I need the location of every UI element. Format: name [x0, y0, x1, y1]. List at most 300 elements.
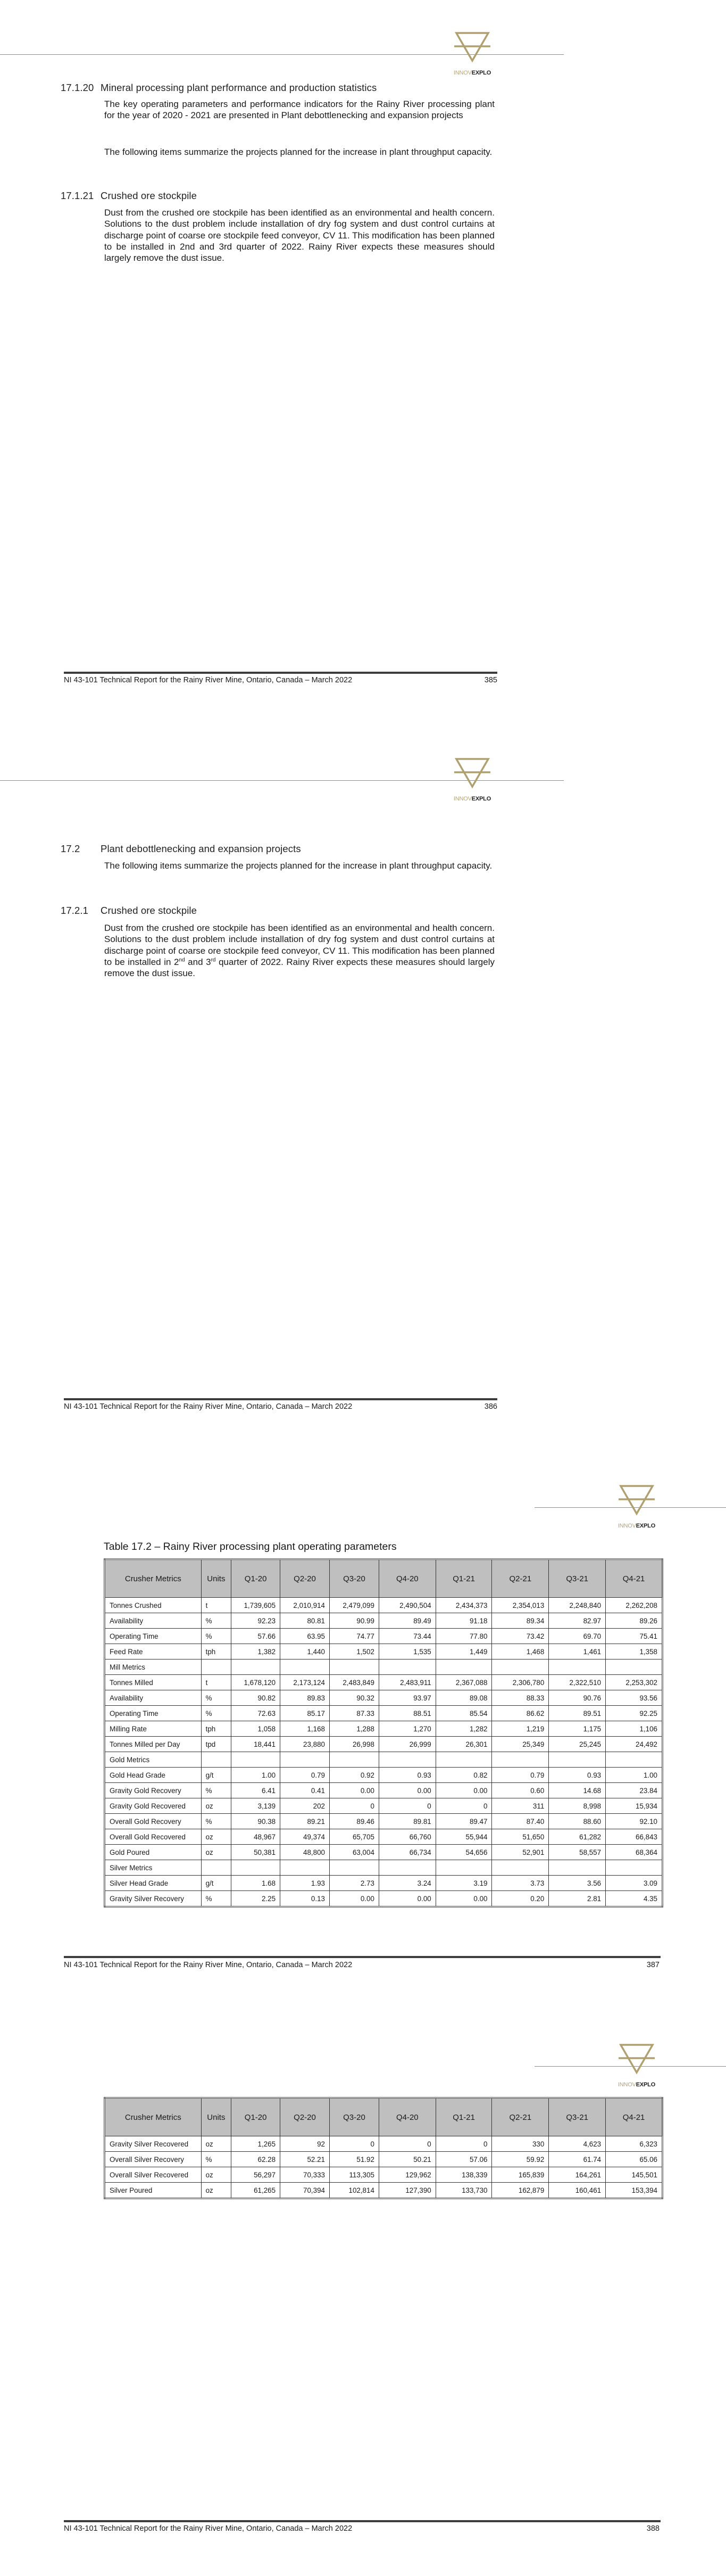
- value-cell: 3,139: [231, 1798, 280, 1814]
- units-cell: %: [201, 1891, 231, 1907]
- units-cell: %: [201, 1783, 231, 1798]
- value-cell: 0.41: [280, 1783, 330, 1798]
- value-cell: 2,479,099: [329, 1598, 379, 1613]
- value-cell: 3.56: [549, 1876, 606, 1891]
- footer-text: NI 43-101 Technical Report for the Rainy River Mine, Ontario, Canada – March 2022: [64, 1961, 353, 1969]
- value-cell: [492, 1659, 549, 1675]
- metric-name-cell: Gold Metrics: [105, 1752, 202, 1768]
- value-cell: 311: [492, 1798, 549, 1814]
- value-cell: 0.13: [280, 1891, 330, 1907]
- value-cell: 2,248,840: [549, 1598, 606, 1613]
- value-cell: 133,730: [436, 2183, 492, 2199]
- footer-rule: [64, 1956, 661, 1958]
- section-heading: [61, 843, 301, 855]
- operating-parameters-table: [104, 1558, 663, 1908]
- units-cell: g/t: [201, 1876, 231, 1891]
- value-cell: 2,173,124: [280, 1675, 330, 1690]
- value-cell: 2,262,208: [606, 1598, 663, 1613]
- value-cell: 6,323: [606, 2136, 663, 2152]
- units-cell: tph: [201, 1721, 231, 1737]
- innovexplo-logo: INNOVEXPLO: [615, 2043, 658, 2085]
- table-row: [105, 1690, 663, 1706]
- metric-name-cell: Tonnes Crushed: [105, 1598, 202, 1613]
- value-cell: 90.32: [329, 1690, 379, 1706]
- table-row: [105, 1706, 663, 1721]
- column-header-quarter: Q2-20: [280, 2098, 330, 2136]
- value-cell: 2,010,914: [280, 1598, 330, 1613]
- value-cell: [329, 1659, 379, 1675]
- value-cell: 1,678,120: [231, 1675, 280, 1690]
- value-cell: [492, 1860, 549, 1876]
- value-cell: 58,557: [549, 1845, 606, 1860]
- innovexplo-logo: INNOVEXPLO: [451, 757, 494, 799]
- value-cell: 1,502: [329, 1644, 379, 1659]
- value-cell: 1,288: [329, 1721, 379, 1737]
- value-cell: 1,265: [231, 2136, 280, 2152]
- column-header-quarter: Q4-20: [379, 1559, 436, 1598]
- value-cell: 26,999: [379, 1737, 436, 1752]
- value-cell: 0.79: [280, 1768, 330, 1783]
- value-cell: 92.10: [606, 1814, 663, 1829]
- value-cell: 1,440: [280, 1644, 330, 1659]
- value-cell: 90.99: [329, 1613, 379, 1629]
- value-cell: 18,441: [231, 1737, 280, 1752]
- metric-name-cell: Overall Gold Recovery: [105, 1814, 202, 1829]
- value-cell: [549, 1659, 606, 1675]
- units-cell: %: [201, 1706, 231, 1721]
- value-cell: [280, 1659, 330, 1675]
- value-cell: 50,381: [231, 1845, 280, 1860]
- metric-name-cell: Overall Silver Recovered: [105, 2167, 202, 2183]
- units-cell: %: [201, 1629, 231, 1644]
- table-row: [105, 1737, 663, 1752]
- column-header-quarter: Q1-21: [436, 2098, 492, 2136]
- section-title: Plant debottlenecking and expansion projects: [101, 843, 301, 854]
- value-cell: 0.92: [329, 1768, 379, 1783]
- value-cell: 0: [379, 1798, 436, 1814]
- value-cell: 0.20: [492, 1891, 549, 1907]
- column-header-quarter: Q4-21: [606, 2098, 663, 2136]
- value-cell: [329, 1752, 379, 1768]
- table-row: [105, 1876, 663, 1891]
- value-cell: 56,297: [231, 2167, 280, 2183]
- column-header-metric: Crusher Metrics: [105, 2098, 202, 2136]
- table-header-row: [105, 2098, 663, 2136]
- table-row: [105, 1829, 663, 1845]
- value-cell: 90.38: [231, 1814, 280, 1829]
- units-cell: oz: [201, 1829, 231, 1845]
- table-row: [105, 1768, 663, 1783]
- value-cell: 25,245: [549, 1737, 606, 1752]
- innovexplo-logo: INNOVEXPLO: [451, 31, 494, 73]
- value-cell: 113,305: [329, 2167, 379, 2183]
- value-cell: 89.83: [280, 1690, 330, 1706]
- table-row: [105, 1613, 663, 1629]
- value-cell: 54,656: [436, 1845, 492, 1860]
- value-cell: 0.60: [492, 1783, 549, 1798]
- column-header-quarter: Q1-20: [231, 1559, 280, 1598]
- value-cell: 8,998: [549, 1798, 606, 1814]
- value-cell: 89.46: [329, 1814, 379, 1829]
- column-header-quarter: Q1-21: [436, 1559, 492, 1598]
- value-cell: 0: [436, 1798, 492, 1814]
- section-number: 17.2.1: [61, 905, 89, 916]
- metric-name-cell: Tonnes Milled: [105, 1675, 202, 1690]
- value-cell: 89.51: [549, 1706, 606, 1721]
- column-header-quarter: Q1-20: [231, 2098, 280, 2136]
- column-header-quarter: Q2-21: [492, 2098, 549, 2136]
- value-cell: 0.93: [549, 1768, 606, 1783]
- value-cell: 85.54: [436, 1706, 492, 1721]
- table-row: [105, 1891, 663, 1907]
- paragraph: Dust from the crushed ore stockpile has been identified as an environmental and health concern. Solutions to the dust problem include installation of dry fog system and dust control curtains at discharge point of coarse ore stockpile feed conveyor, CV 11. This modification has been planned to be installed in 2nd and 3rd quarter of 2022. Rainy River expects these measures should largely remove the dust issue.: [104, 923, 495, 979]
- value-cell: 70,333: [280, 2167, 330, 2183]
- footer-text: NI 43-101 Technical Report for the Rainy River Mine, Ontario, Canada – March 2022: [64, 2524, 353, 2533]
- value-cell: [436, 1860, 492, 1876]
- value-cell: 129,962: [379, 2167, 436, 2183]
- value-cell: 89.08: [436, 1690, 492, 1706]
- value-cell: 2,322,510: [549, 1675, 606, 1690]
- value-cell: 68,364: [606, 1845, 663, 1860]
- value-cell: 1,106: [606, 1721, 663, 1737]
- metric-name-cell: Availability: [105, 1613, 202, 1629]
- units-cell: tph: [201, 1644, 231, 1659]
- value-cell: 1,270: [379, 1721, 436, 1737]
- units-cell: [201, 1752, 231, 1768]
- value-cell: 1,219: [492, 1721, 549, 1737]
- value-cell: 23.84: [606, 1783, 663, 1798]
- table-row: [105, 2136, 663, 2152]
- value-cell: 1,535: [379, 1644, 436, 1659]
- value-cell: 1,175: [549, 1721, 606, 1737]
- value-cell: 75.41: [606, 1629, 663, 1644]
- value-cell: 1.00: [606, 1768, 663, 1783]
- value-cell: 63,004: [329, 1845, 379, 1860]
- value-cell: 1,282: [436, 1721, 492, 1737]
- value-cell: 65,705: [329, 1829, 379, 1845]
- value-cell: 61,282: [549, 1829, 606, 1845]
- metric-name-cell: Operating Time: [105, 1629, 202, 1644]
- value-cell: 0.82: [436, 1768, 492, 1783]
- value-cell: 145,501: [606, 2167, 663, 2183]
- value-cell: 73.44: [379, 1629, 436, 1644]
- column-header-quarter: Q2-21: [492, 1559, 549, 1598]
- value-cell: 0.00: [436, 1891, 492, 1907]
- units-cell: [201, 1860, 231, 1876]
- table-section-row: [105, 1659, 663, 1675]
- section-number: 17.1.20: [61, 82, 94, 93]
- value-cell: 24,492: [606, 1737, 663, 1752]
- value-cell: 4.35: [606, 1891, 663, 1907]
- column-header-metric: Crusher Metrics: [105, 1559, 202, 1598]
- value-cell: 49,374: [280, 1829, 330, 1845]
- units-cell: %: [201, 1690, 231, 1706]
- metric-name-cell: Silver Head Grade: [105, 1876, 202, 1891]
- metric-name-cell: Overall Gold Recovered: [105, 1829, 202, 1845]
- value-cell: 14.68: [549, 1783, 606, 1798]
- value-cell: 2,490,504: [379, 1598, 436, 1613]
- value-cell: 89.21: [280, 1814, 330, 1829]
- value-cell: 55,944: [436, 1829, 492, 1845]
- value-cell: 50.21: [379, 2152, 436, 2167]
- value-cell: 74.77: [329, 1629, 379, 1644]
- value-cell: 73.42: [492, 1629, 549, 1644]
- paragraph: The following items summarize the projects planned for the increase in plant throughput capacity.: [104, 861, 493, 871]
- value-cell: 52.21: [280, 2152, 330, 2167]
- metric-name-cell: Gold Poured: [105, 1845, 202, 1860]
- column-header-units: Units: [201, 1559, 231, 1598]
- column-header-quarter: Q3-21: [549, 1559, 606, 1598]
- value-cell: 66,843: [606, 1829, 663, 1845]
- column-header-quarter: Q4-20: [379, 2098, 436, 2136]
- value-cell: 3.09: [606, 1876, 663, 1891]
- table-section-row: [105, 1860, 663, 1876]
- units-cell: t: [201, 1598, 231, 1613]
- page-number: 385: [484, 676, 497, 684]
- value-cell: 1,461: [549, 1644, 606, 1659]
- value-cell: [231, 1860, 280, 1876]
- value-cell: [436, 1752, 492, 1768]
- metric-name-cell: Gravity Silver Recovery: [105, 1891, 202, 1907]
- metric-name-cell: Gravity Gold Recovered: [105, 1798, 202, 1814]
- units-cell: t: [201, 1675, 231, 1690]
- value-cell: 62.28: [231, 2152, 280, 2167]
- footer-text: NI 43-101 Technical Report for the Rainy River Mine, Ontario, Canada – March 2022: [64, 676, 353, 684]
- paragraph: Dust from the crushed ore stockpile has been identified as an environmental and health concern. Solutions to the dust problem include installation of dry fog system and dust control curtains at discharge point of coarse ore stockpile feed conveyor, CV 11. This modification has been planned to be installed in 2nd and 3rd quarter of 2022. Rainy River expects these measures should largely remove the dust issue.: [104, 208, 495, 263]
- value-cell: 160,461: [549, 2183, 606, 2199]
- value-cell: 26,301: [436, 1737, 492, 1752]
- value-cell: 90.82: [231, 1690, 280, 1706]
- value-cell: 88.33: [492, 1690, 549, 1706]
- units-cell: tpd: [201, 1737, 231, 1752]
- value-cell: 69.70: [549, 1629, 606, 1644]
- table-row: [105, 1598, 663, 1613]
- value-cell: 93.97: [379, 1690, 436, 1706]
- metric-name-cell: Mill Metrics: [105, 1659, 202, 1675]
- value-cell: 77.80: [436, 1629, 492, 1644]
- column-header-quarter: Q2-20: [280, 1559, 330, 1598]
- value-cell: 48,967: [231, 1829, 280, 1845]
- units-cell: g/t: [201, 1768, 231, 1783]
- table-row: [105, 1629, 663, 1644]
- value-cell: [549, 1752, 606, 1768]
- metric-name-cell: Overall Silver Recovery: [105, 2152, 202, 2167]
- value-cell: 92.23: [231, 1613, 280, 1629]
- metric-name-cell: Gold Head Grade: [105, 1768, 202, 1783]
- table-row: [105, 1644, 663, 1659]
- value-cell: 0.00: [329, 1891, 379, 1907]
- page-number: 387: [646, 1961, 660, 1969]
- value-cell: 70,394: [280, 2183, 330, 2199]
- value-cell: 2,483,849: [329, 1675, 379, 1690]
- value-cell: 0.00: [436, 1783, 492, 1798]
- value-cell: [280, 1860, 330, 1876]
- value-cell: 3.24: [379, 1876, 436, 1891]
- value-cell: 202: [280, 1798, 330, 1814]
- metric-name-cell: Milling Rate: [105, 1721, 202, 1737]
- value-cell: 3.19: [436, 1876, 492, 1891]
- value-cell: 2.25: [231, 1891, 280, 1907]
- metric-name-cell: Operating Time: [105, 1706, 202, 1721]
- value-cell: 65.06: [606, 2152, 663, 2167]
- section-heading: [61, 905, 197, 917]
- page-number: 386: [484, 1402, 497, 1411]
- value-cell: 127,390: [379, 2183, 436, 2199]
- value-cell: 89.49: [379, 1613, 436, 1629]
- value-cell: 1,058: [231, 1721, 280, 1737]
- value-cell: 6.41: [231, 1783, 280, 1798]
- value-cell: [379, 1860, 436, 1876]
- metric-name-cell: Gravity Silver Recovered: [105, 2136, 202, 2152]
- value-cell: 2.73: [329, 1876, 379, 1891]
- units-cell: oz: [201, 2167, 231, 2183]
- value-cell: 26,998: [329, 1737, 379, 1752]
- table-row: [105, 1783, 663, 1798]
- value-cell: 61,265: [231, 2183, 280, 2199]
- page-number: 388: [646, 2524, 660, 2533]
- paragraph: The following items summarize the projects planned for the increase in plant throughput capacity.: [104, 147, 493, 157]
- value-cell: 2,483,911: [379, 1675, 436, 1690]
- value-cell: 1,168: [280, 1721, 330, 1737]
- value-cell: 15,934: [606, 1798, 663, 1814]
- value-cell: 2,367,088: [436, 1675, 492, 1690]
- value-cell: 0: [329, 1798, 379, 1814]
- paragraph: The key operating parameters and performance indicators for the Rainy River processing plant for the year of 2020 - 2021 are presented in Plant debottlenecking and expansion projects: [104, 99, 495, 121]
- value-cell: 85.17: [280, 1706, 330, 1721]
- metric-name-cell: Availability: [105, 1690, 202, 1706]
- section-title: Crushed ore stockpile: [101, 905, 197, 916]
- value-cell: 1.93: [280, 1876, 330, 1891]
- value-cell: 102,814: [329, 2183, 379, 2199]
- value-cell: [231, 1752, 280, 1768]
- units-cell: oz: [201, 1798, 231, 1814]
- units-cell: %: [201, 1814, 231, 1829]
- value-cell: [379, 1659, 436, 1675]
- value-cell: 89.26: [606, 1613, 663, 1629]
- value-cell: 93.56: [606, 1690, 663, 1706]
- value-cell: 4,623: [549, 2136, 606, 2152]
- value-cell: 57.66: [231, 1629, 280, 1644]
- value-cell: 1.00: [231, 1768, 280, 1783]
- innovexplo-logo: INNOVEXPLO: [615, 1484, 658, 1526]
- column-header-quarter: Q3-21: [549, 2098, 606, 2136]
- table-caption: Table 17.2 – Rainy River processing plant operating parameters: [104, 1541, 397, 1553]
- value-cell: 0.79: [492, 1768, 549, 1783]
- value-cell: 87.33: [329, 1706, 379, 1721]
- value-cell: 3.73: [492, 1876, 549, 1891]
- value-cell: 92.25: [606, 1706, 663, 1721]
- value-cell: 89.81: [379, 1814, 436, 1829]
- value-cell: 165,839: [492, 2167, 549, 2183]
- footer-text: NI 43-101 Technical Report for the Rainy River Mine, Ontario, Canada – March 2022: [64, 1402, 353, 1411]
- value-cell: 63.95: [280, 1629, 330, 1644]
- column-header-quarter: Q3-20: [329, 2098, 379, 2136]
- table-row: [105, 1845, 663, 1860]
- value-cell: 2.81: [549, 1891, 606, 1907]
- value-cell: [436, 1659, 492, 1675]
- footer-rule: [64, 2520, 661, 2522]
- table-row: [105, 1798, 663, 1814]
- value-cell: 164,261: [549, 2167, 606, 2183]
- value-cell: 92: [280, 2136, 330, 2152]
- value-cell: 51,650: [492, 1829, 549, 1845]
- units-cell: oz: [201, 2136, 231, 2152]
- value-cell: 89.47: [436, 1814, 492, 1829]
- value-cell: 66,734: [379, 1845, 436, 1860]
- value-cell: 0.00: [379, 1891, 436, 1907]
- value-cell: 0.93: [379, 1768, 436, 1783]
- value-cell: 90.76: [549, 1690, 606, 1706]
- value-cell: [606, 1860, 663, 1876]
- units-cell: %: [201, 2152, 231, 2167]
- value-cell: [492, 1752, 549, 1768]
- value-cell: 61.74: [549, 2152, 606, 2167]
- value-cell: 2,354,013: [492, 1598, 549, 1613]
- value-cell: 1,358: [606, 1644, 663, 1659]
- value-cell: [280, 1752, 330, 1768]
- metric-name-cell: Gravity Gold Recovery: [105, 1783, 202, 1798]
- value-cell: [329, 1860, 379, 1876]
- value-cell: 86.62: [492, 1706, 549, 1721]
- value-cell: 91.18: [436, 1613, 492, 1629]
- footer-rule: [64, 1398, 497, 1400]
- value-cell: 82.97: [549, 1613, 606, 1629]
- value-cell: 0.00: [379, 1783, 436, 1798]
- column-header-units: Units: [201, 2098, 231, 2136]
- metric-name-cell: Feed Rate: [105, 1644, 202, 1659]
- value-cell: 0.00: [329, 1783, 379, 1798]
- value-cell: 1,382: [231, 1644, 280, 1659]
- value-cell: 2,434,373: [436, 1598, 492, 1613]
- value-cell: 88.51: [379, 1706, 436, 1721]
- table-row: [105, 2152, 663, 2167]
- column-header-quarter: Q3-20: [329, 1559, 379, 1598]
- units-cell: [201, 1659, 231, 1675]
- table-row: [105, 1721, 663, 1737]
- section-number: 17.1.21: [61, 190, 94, 201]
- value-cell: [231, 1659, 280, 1675]
- table-section-row: [105, 1752, 663, 1768]
- table-row: [105, 2183, 663, 2199]
- value-cell: [379, 1752, 436, 1768]
- table-row: [105, 2167, 663, 2183]
- value-cell: 23,880: [280, 1737, 330, 1752]
- metric-name-cell: Tonnes Milled per Day: [105, 1737, 202, 1752]
- value-cell: 0: [436, 2136, 492, 2152]
- units-cell: %: [201, 1613, 231, 1629]
- value-cell: 138,339: [436, 2167, 492, 2183]
- value-cell: 1,449: [436, 1644, 492, 1659]
- value-cell: 89.34: [492, 1613, 549, 1629]
- value-cell: 0: [379, 2136, 436, 2152]
- value-cell: 48,800: [280, 1845, 330, 1860]
- section-number: 17.2: [61, 843, 80, 854]
- section-title: Crushed ore stockpile: [101, 190, 197, 201]
- table-row: [105, 1675, 663, 1690]
- table-header-row: [105, 1559, 663, 1598]
- value-cell: [549, 1860, 606, 1876]
- column-header-quarter: Q4-21: [606, 1559, 663, 1598]
- units-cell: oz: [201, 2183, 231, 2199]
- value-cell: 87.40: [492, 1814, 549, 1829]
- value-cell: 51.92: [329, 2152, 379, 2167]
- metric-name-cell: Silver Metrics: [105, 1860, 202, 1876]
- value-cell: 80.81: [280, 1613, 330, 1629]
- section-title: Mineral processing plant performance and production statistics: [101, 82, 377, 93]
- table-row: [105, 1814, 663, 1829]
- value-cell: 66,760: [379, 1829, 436, 1845]
- operating-parameters-table-continued: [104, 2097, 663, 2199]
